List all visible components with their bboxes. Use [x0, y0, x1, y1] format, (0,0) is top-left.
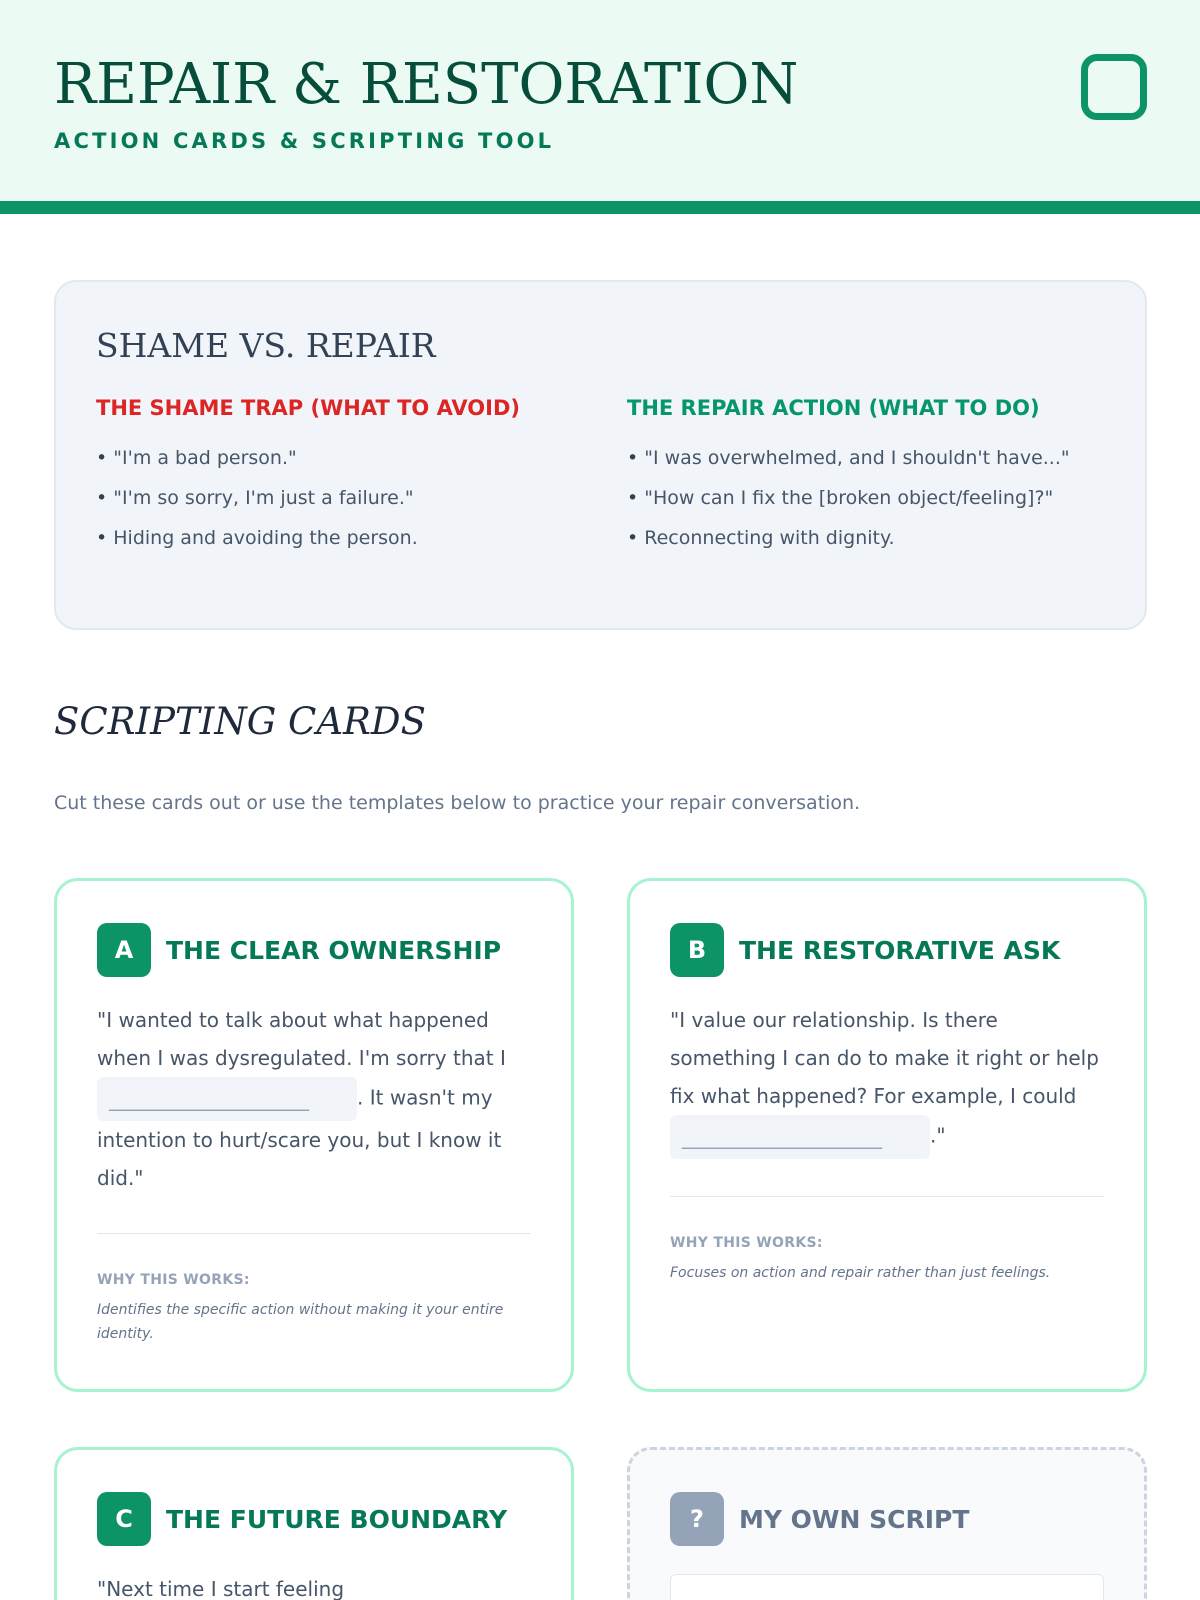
card-script: [97, 1001, 537, 1197]
why-text: Identifies the specific action without making it your entire identity.: [97, 1302, 504, 1342]
card-badge: B: [670, 923, 724, 977]
why-section: [670, 1196, 1104, 1285]
card-title: THE RESTORATIVE ASK: [739, 935, 1061, 965]
list-item: • Reconnecting with dignity.: [627, 522, 1107, 555]
script-card-own: [627, 1447, 1147, 1600]
shame-list: [96, 442, 576, 555]
card-title: THE CLEAR OWNERSHIP: [166, 935, 502, 965]
card-script: [670, 1001, 1110, 1159]
own-script-input[interactable]: [670, 1574, 1104, 1600]
list-item: • "How can I fix the [broken object/feeling]?": [627, 482, 1107, 515]
why-label: WHY THIS WORKS:: [670, 1235, 823, 1251]
why-label: WHY THIS WORKS:: [97, 1272, 250, 1288]
repair-column: [627, 396, 1107, 562]
fill-in-blank[interactable]: ____________________: [97, 1077, 357, 1121]
list-item: • Hiding and avoiding the person.: [96, 522, 576, 555]
fill-in-blank[interactable]: ____________________: [670, 1115, 930, 1159]
card-badge: C: [97, 1492, 151, 1546]
shame-column: [96, 396, 576, 562]
card-title: MY OWN SCRIPT: [739, 1504, 970, 1534]
list-item: • "I was overwhelmed, and I shouldn't have...": [627, 442, 1107, 475]
section-description: Cut these cards out or use the templates below to practice your repair conversation.: [54, 792, 861, 814]
script-text: .": [930, 1123, 946, 1148]
card-badge: ?: [670, 1492, 724, 1546]
list-item: • "I'm so sorry, I'm just a failure.": [96, 482, 576, 515]
card-header: [97, 1492, 507, 1546]
script-card-a: [54, 878, 574, 1392]
card-header: [670, 1492, 969, 1546]
checkbox-icon[interactable]: [1081, 54, 1147, 120]
repair-heading: THE REPAIR ACTION (WHAT TO DO): [627, 396, 1040, 420]
script-text: "I value our relationship. Is there something I can do to make it right or help fix what happened? For example, I could: [670, 1008, 1099, 1108]
shame-heading: THE SHAME TRAP (WHAT TO AVOID): [96, 396, 520, 420]
card-script: [97, 1570, 537, 1600]
card-header: [97, 923, 501, 977]
script-card-b: [627, 878, 1147, 1392]
script-card-c: [54, 1447, 574, 1600]
page-header: [0, 0, 1200, 214]
shame-vs-repair-panel: [54, 280, 1147, 630]
section-title: SCRIPTING CARDS: [54, 700, 426, 743]
card-badge: A: [97, 923, 151, 977]
list-item: • "I'm a bad person.": [96, 442, 576, 475]
why-section: [97, 1233, 531, 1346]
card-title: THE FUTURE BOUNDARY: [166, 1504, 508, 1534]
script-text: . It wasn't my intention to hurt/scare you, but I know it did.": [97, 1085, 502, 1190]
why-text: Focuses on action and repair rather than just feelings.: [670, 1265, 1051, 1281]
panel-title: SHAME VS. REPAIR: [96, 326, 436, 365]
card-header: [670, 923, 1060, 977]
script-text: "I wanted to talk about what happened when I was dysregulated. I'm sorry that I: [97, 1008, 506, 1070]
page-subtitle: ACTION CARDS & SCRIPTING TOOL: [54, 129, 555, 153]
page-title: REPAIR & RESTORATION: [54, 52, 799, 117]
repair-list: [627, 442, 1107, 555]
script-text: "Next time I start feeling: [97, 1577, 345, 1600]
